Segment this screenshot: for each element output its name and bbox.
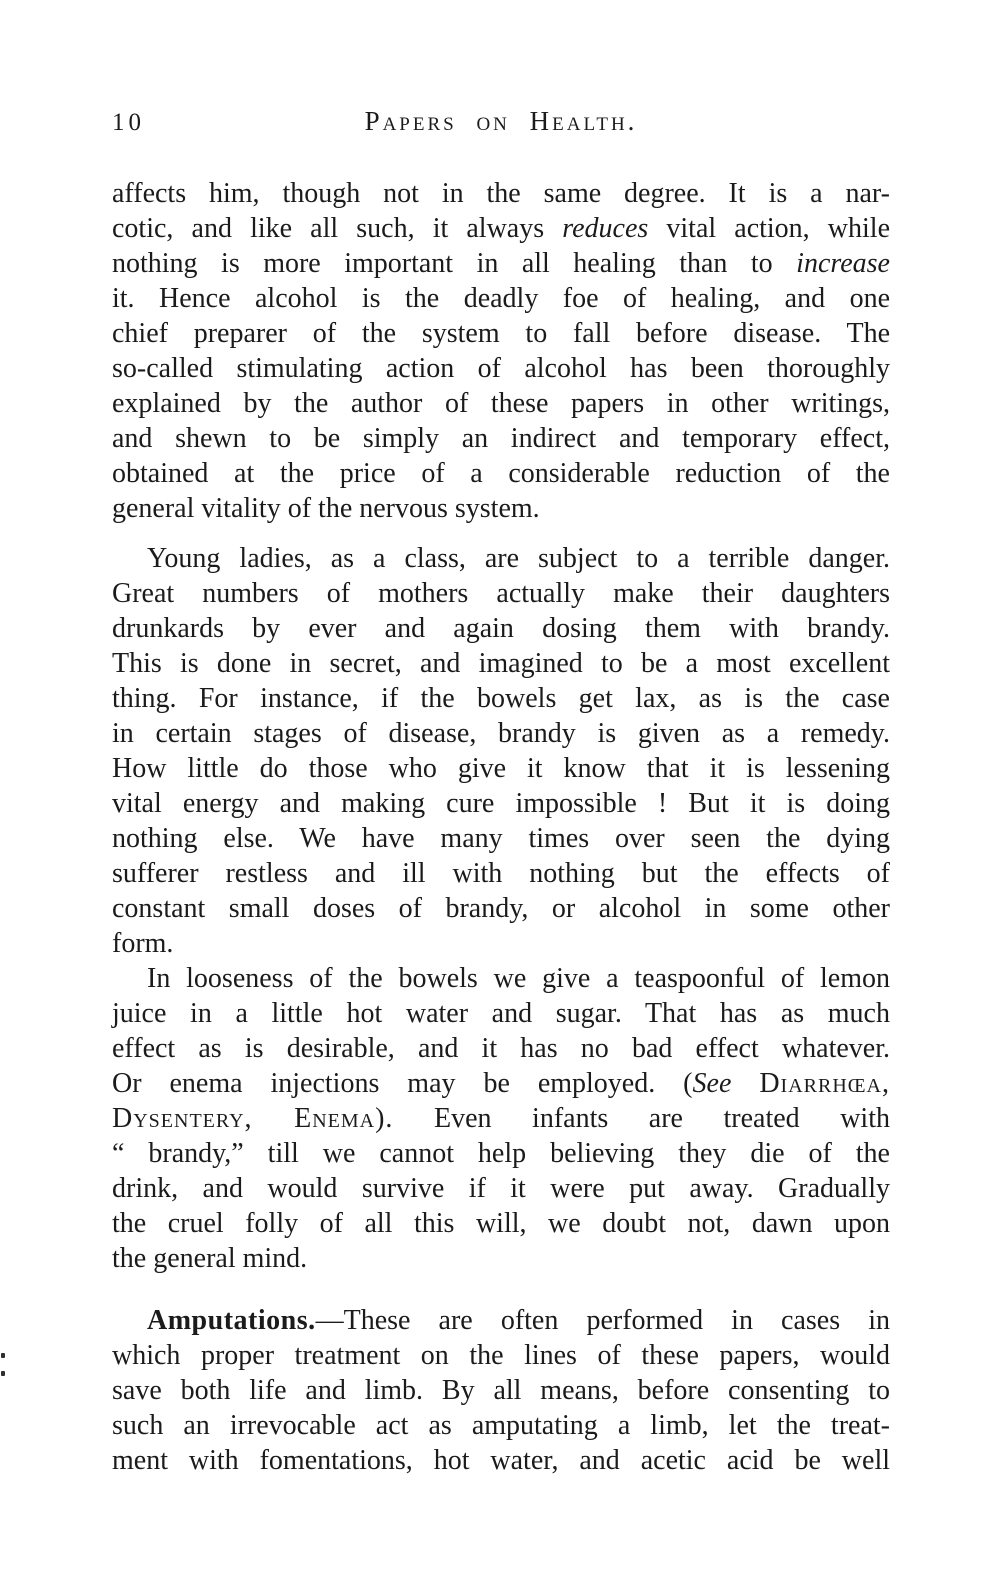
text-segment: juice in a little hot water and sugar. That has as much [112, 998, 890, 1029]
text-segment: vital energy and making cure impossible ! But it is doing [112, 788, 890, 819]
text-line [112, 1241, 890, 1276]
text-segment: it. Hence alcohol is the deadly foe of healing, and one [112, 283, 890, 314]
text-segment: ment with fomentations, hot water, and acetic acid be well [112, 1445, 890, 1476]
paragraph [112, 961, 890, 1276]
text-segment: effect as is desirable, and it has no bad effect whatever. [112, 1033, 890, 1064]
page-body [112, 176, 890, 1478]
text-segment: the general mind. [112, 1243, 308, 1274]
text-line [112, 821, 890, 856]
text-line [112, 421, 890, 456]
text-segment: so-called stimulating action of alcohol has been thoroughly [112, 353, 890, 384]
text-segment: reduces [562, 213, 649, 244]
text-segment: Dysentery, Enema). [112, 1103, 394, 1134]
text-line [112, 246, 890, 281]
text-segment: form. [112, 928, 174, 959]
text-segment: Even infants are treated with [393, 1103, 890, 1134]
text-segment: vital action, while [648, 213, 891, 244]
text-segment: in certain stages of disease, brandy is given as a remedy. [112, 718, 890, 749]
text-line [112, 786, 890, 821]
text-line [112, 1171, 890, 1206]
text-segment: general vitality of the nervous system. [112, 493, 540, 524]
text-segment: How little do those who give it know that it is lessening [112, 753, 890, 784]
text-line [112, 681, 890, 716]
paragraph [112, 1303, 890, 1478]
paragraph [112, 541, 890, 961]
text-line [112, 386, 890, 421]
text-segment: drunkards by ever and again dosing them with brandy. [112, 613, 890, 644]
text-line [112, 751, 890, 786]
text-line [112, 1206, 890, 1241]
text-segment: explained by the author of these papers in other writings, [112, 388, 890, 419]
text-segment [731, 1068, 759, 1099]
text-line [112, 351, 890, 386]
text-line [112, 541, 890, 576]
text-line [112, 1338, 890, 1373]
text-segment: —These are often performed in cases in [315, 1305, 890, 1336]
text-segment: which proper treatment on the lines of these papers, would [112, 1340, 890, 1371]
scan-artifact-dot [1, 1371, 5, 1376]
scan-artifact-dot [1, 1353, 5, 1358]
text-line [112, 1443, 890, 1478]
text-line [112, 176, 890, 211]
text-line [112, 1136, 890, 1171]
text-line [112, 891, 890, 926]
paragraph [112, 176, 890, 526]
text-segment: nothing is more important in all healing than to [112, 248, 797, 279]
text-line [112, 1408, 890, 1443]
text-line [112, 1101, 890, 1136]
text-segment: This is done in secret, and imagined to be a most excellent [112, 648, 890, 679]
text-line [112, 316, 890, 351]
text-line [112, 1373, 890, 1408]
text-line [112, 1031, 890, 1066]
text-segment: Or enema injections may be employed. ( [112, 1068, 693, 1099]
text-segment: In looseness of the bowels we give a teaspoonful of lemon [147, 963, 890, 994]
text-line [112, 1303, 890, 1338]
text-line [112, 491, 890, 526]
text-segment: nothing else. We have many times over seen the dying [112, 823, 890, 854]
text-segment: Amputations. [147, 1305, 316, 1336]
text-segment: such an irrevocable act as amputating a limb, let the treat- [112, 1410, 890, 1441]
text-segment: thing. For instance, if the bowels get lax, as is the case [112, 683, 890, 714]
text-segment: increase [796, 248, 890, 279]
text-segment: Young ladies, as a class, are subject to a terrible danger. [147, 543, 890, 574]
text-segment: the cruel folly of all this will, we doubt not, dawn upon [112, 1208, 890, 1239]
page-header [112, 106, 890, 140]
page-number: 10 [112, 109, 145, 136]
text-segment: “ brandy,” till we cannot help believing they die of the [112, 1138, 890, 1169]
text-segment: and shewn to be simply an indirect and temporary effect, [112, 423, 890, 454]
text-segment: constant small doses of brandy, or alcohol in some other [112, 893, 890, 924]
running-title: Papers on Health. [364, 106, 638, 136]
text-line [112, 281, 890, 316]
text-segment: affects him, though not in the same degree. It is a nar- [112, 178, 890, 209]
text-segment: cotic, and like all such, it always [112, 213, 563, 244]
text-line [112, 646, 890, 681]
text-segment: See [692, 1068, 732, 1099]
text-segment: chief preparer of the system to fall before disease. The [112, 318, 890, 349]
text-line [112, 996, 890, 1031]
text-segment: save both life and limb. By all means, before consenting to [112, 1375, 890, 1406]
text-segment: Diarrhœa, [759, 1068, 891, 1099]
text-line [112, 456, 890, 491]
text-line [112, 716, 890, 751]
text-line [112, 211, 890, 246]
text-line [112, 926, 890, 961]
text-segment: obtained at the price of a considerable reduction of the [112, 458, 890, 489]
text-line [112, 1066, 890, 1101]
text-line [112, 611, 890, 646]
text-segment: sufferer restless and ill with nothing but the effects of [112, 858, 890, 889]
text-line [112, 961, 890, 996]
text-line [112, 576, 890, 611]
text-segment: Great numbers of mothers actually make their daughters [112, 578, 890, 609]
text-line [112, 856, 890, 891]
text-segment: drink, and would survive if it were put away. Gradually [112, 1173, 890, 1204]
